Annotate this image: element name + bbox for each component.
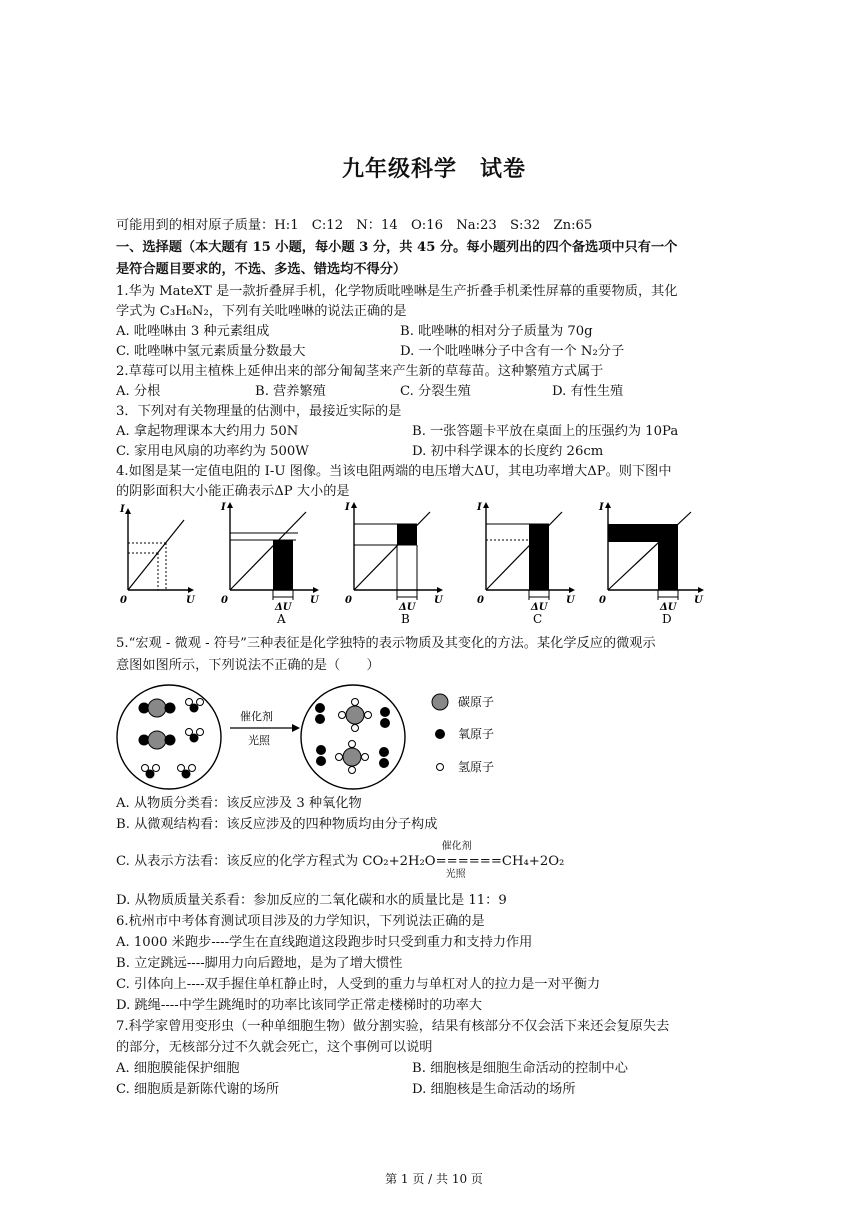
graph-label-b: B [401,612,410,625]
origin-label: 0 [120,595,127,605]
axis-label-u: U [310,595,319,606]
q3-option-b: B. 一张答题卡平放在桌面上的压强约为 10Pa [412,424,679,439]
q6-option-a: A. 1000 米跑步----学生在直线跑道这段跑步时只受到重力和支持力作用 [116,935,533,950]
q5-option-c-text: C. 从表示方法看：该反应的化学方程式为 CO₂+2H₂O [116,854,436,869]
delta-u-label: ΔU [660,602,677,613]
graph-label-c: C [533,612,543,625]
graph-label-a: A [277,612,286,625]
axis-label-i: I [345,502,350,513]
iu-graph-reference [116,500,196,605]
q1-stem-1: 1.华为 MateXT 是一款折叠屏手机，化学物质吡唑啉是生产折叠手机柔性屏幕的重要物质，其化 [116,284,678,299]
q5-option-b: B. 从微观结构看：该反应涉及的四种物质均由分子构成 [116,817,438,832]
q1-option-c: C. 吡唑啉中氢元素质量分数最大 [116,344,306,359]
axis-label-i: I [120,504,125,515]
origin-label: 0 [221,595,228,606]
q6-option-d: D. 跳绳----中学生跳绳时的功率比该同学正常走楼梯时的功率大 [116,998,482,1013]
q7-option-d: D. 细胞核是生命活动的场所 [412,1082,576,1097]
origin-label: 0 [599,595,606,606]
origin-label: 0 [345,595,352,606]
axis-label-i: I [477,502,482,513]
q5-option-c-products: CH₄+2O₂ [501,854,565,869]
legend-hydrogen: 氢原子 [458,760,495,774]
axis-label-u: U [434,595,443,606]
delta-u-label: ΔU [399,602,416,613]
iu-graph-a [218,500,323,625]
q1-option-d: D. 一个吡唑啉分子中含有一个 N₂分子 [400,344,625,359]
light-label: 光照 [248,734,270,747]
origin-label: 0 [477,595,484,606]
section-heading-line1: 一、选择题（本大题有 15 小题，每小题 3 分，共 45 分。每小题列出的四个备选项中只有一个 [116,240,678,255]
q1-option-b: B. 吡唑啉的相对分子质量为 70g [400,324,593,339]
axis-label-u: U [694,595,703,606]
iu-graph-b [342,500,447,625]
q3-option-a: A. 拿起物理课本大约用力 50N [116,424,299,439]
q1-stem-2: 学式为 C₃H₆N₂，下列有关吡唑啉的说法正确的是 [116,304,407,319]
axis-label-i: I [221,502,226,513]
section-heading-line2: 是符合题目要求的，不选、多选、错选均不得分） [116,262,407,277]
q7-stem-1: 7.科学家曾用变形虫（一种单细胞生物）做分割实验，结果有核部分不仅会活下来还会复原失去 [116,1019,670,1034]
q3-stem: 3．下列对有关物理量的估测中，最接近实际的是 [116,404,402,419]
q7-stem-2: 的部分，无核部分过不久就会死亡，这个事例可以说明 [116,1040,433,1055]
q2-option-b: B. 营养繁殖 [255,384,326,399]
oxygen-atom-legend-icon [435,729,445,739]
legend-carbon: 碳原子 [458,695,495,709]
legend-oxygen: 氧原子 [458,727,495,741]
q6-option-c: C. 引体向上----双手握住单杠静止时，人受到的重力与单杠对人的拉力是一对平衡力 [116,977,601,992]
q2-option-a: A. 分根 [116,384,161,399]
q7-option-c: C. 细胞质是新陈代谢的场所 [116,1082,280,1097]
q4-figures [116,500,716,625]
carbon-atom-legend-icon [432,694,448,710]
q2-stem: 2.草莓可以用主植株上延伸出来的部分匍匐茎来产生新的草莓苗。这种繁殖方式属于 [116,364,604,379]
q2-option-d: D. 有性生殖 [552,384,624,399]
page-title: 九年级科学 试卷 [341,157,526,182]
arrow-equals: ====== [435,854,502,869]
q5-option-a: A. 从物质分类看：该反应涉及 3 种氧化物 [116,796,362,811]
q5-option-c [116,841,565,880]
q5-stem-2: 意图如图所示，下列说法不正确的是（ ） [116,658,380,673]
catalyst-label: 催化剂 [240,710,273,723]
delta-u-label: ΔU [531,602,548,613]
reaction-arrow [435,841,502,880]
iu-graph-c [474,500,579,625]
q5-stem-1: 5.“宏观 - 微观 - 符号”三种表征是化学独特的表示物质及其变化的方法。某化学反应的微观示 [116,636,656,651]
q6-stem: 6.杭州市中考体育测试项目涉及的力学知识，下列说法正确的是 [116,914,485,929]
delta-u-label: ΔU [275,602,292,613]
axis-label-i: I [599,502,604,513]
q7-option-b: B. 细胞核是细胞生命活动的控制中心 [412,1061,628,1076]
axis-label-u: U [566,595,575,606]
arrow-condition-bottom: 光照 [445,869,466,880]
axis-label-u: U [186,595,195,605]
arrow-condition-top: 催化剂 [441,841,472,852]
graph-label-d: D [662,612,672,625]
q5-option-d: D. 从物质质量关系看：参加反应的二氧化碳和水的质量比是 11：9 [116,893,507,908]
q3-option-d: D. 初中科学课本的长度约 26cm [412,444,604,459]
q7-option-a: A. 细胞膜能保护细胞 [116,1061,240,1076]
q1-option-a: A. 吡唑啉由 3 种元素组成 [116,324,270,339]
q6-option-b: B. 立定跳远----脚用力向后蹬地，是为了增大惯性 [116,956,403,971]
q4-stem-1: 4.如图是某一定值电阻的 I-U 图像。当该电阻两端的电压增大ΔU，其电功率增大ΔP。则下图中 [116,464,672,479]
q4-stem-2: 的阴影面积大小能正确表示ΔP 大小的是 [116,484,350,499]
atomic-masses: 可能用到的相对原子质量：H:1 C:12 N：14 O:16 Na:23 S:32 Zn:65 [116,218,593,233]
page-footer: 第 1 页 / 共 10 页 [385,1172,483,1186]
hydrogen-atom-legend-icon [437,764,444,771]
q3-option-c: C. 家用电风扇的功率约为 500W [116,444,309,459]
q2-option-c: C. 分裂生殖 [400,384,471,399]
iu-graph-d [596,500,711,625]
reaction-diagram [112,682,512,794]
